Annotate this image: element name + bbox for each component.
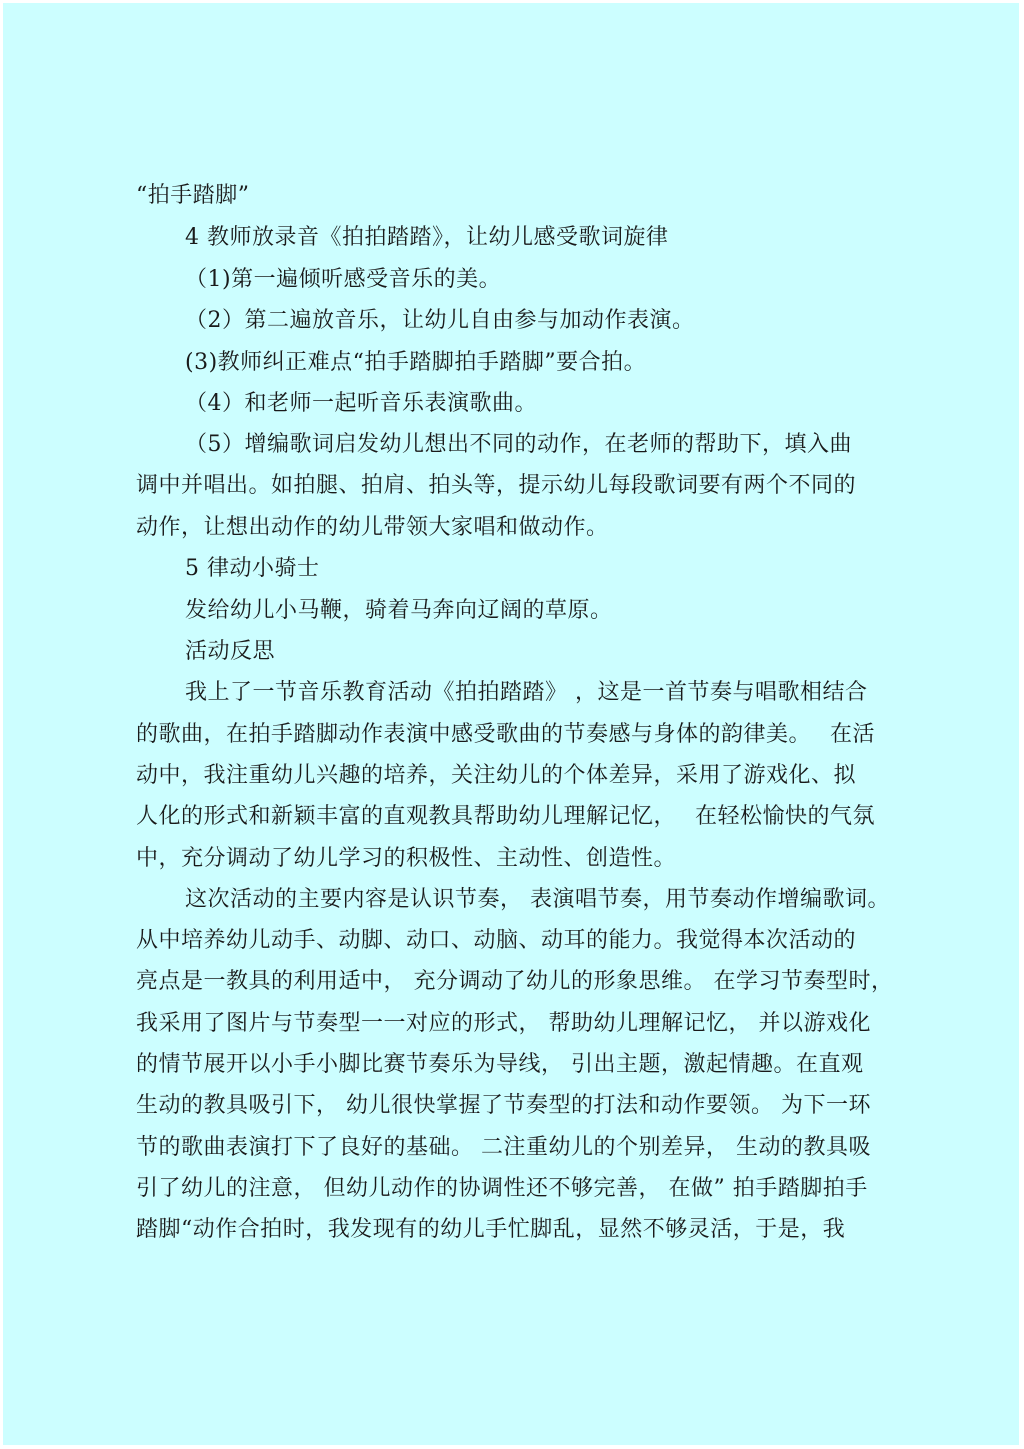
document-page <box>3 3 1019 1445</box>
text-line: 引了幼儿的注意， 但幼儿动作的协调性还不够完善， 在做” 拍手踏脚拍手 <box>136 1176 868 1201</box>
text-line: 人化的形式和新颖丰富的直观教具帮助幼儿理解记忆， 在轻松愉快的气氛 <box>136 804 875 829</box>
text-line: 踏脚“动作合拍时，我发现有的幼儿手忙脚乱，显然不够灵活，于是，我 <box>136 1217 846 1242</box>
text-line: 活动反思 <box>185 639 276 664</box>
text-line: 的情节展开以小手小脚比赛节奏乐为导线， 引出主题，激起情趣。在直观 <box>136 1052 864 1077</box>
text-line: 动作，让想出动作的幼儿带领大家唱和做动作。 <box>136 515 609 540</box>
text-line: 生动的教具吸引下， 幼儿很快掌握了节奏型的打法和动作要领。 为下一环 <box>136 1093 871 1118</box>
text-line: “拍手踏脚” <box>136 183 250 208</box>
text-line: （4）和老师一起听音乐表演歌曲。 <box>185 391 537 416</box>
text-line: 从中培养幼儿动手、动脚、动口、动脑、动耳的能力。我觉得本次活动的 <box>136 928 857 953</box>
text-line: 动中，我注重幼儿兴趣的培养，关注幼儿的个体差异，采用了游戏化、拟 <box>136 763 857 788</box>
text-line: （1)第一遍倾听感受音乐的美。 <box>185 267 502 292</box>
text-line: 我上了一节音乐教育活动《拍拍踏踏》 ，这是一首节奏与唱歌相结合 <box>185 680 868 705</box>
text-line: （2）第二遍放音乐，让幼儿自由参与加动作表演。 <box>185 308 695 333</box>
text-line: 4 教师放录音《拍拍踏踏》，让幼儿感受歌词旋律 <box>185 225 669 250</box>
text-line: 调中并唱出。如拍腿、拍肩、拍头等，提示幼儿每段歌词要有两个不同的 <box>136 473 857 498</box>
text-line: 5 律动小骑士 <box>185 556 320 581</box>
text-line: 中，充分调动了幼儿学习的积极性、主动性、创造性。 <box>136 846 677 871</box>
text-line: (3)教师纠正难点“拍手踏脚拍手踏脚”要合拍。 <box>185 350 647 375</box>
text-line: 这次活动的主要内容是认识节奏， 表演唱节奏，用节奏动作增编歌词。 <box>185 887 890 912</box>
text-line: 节的歌曲表演打下了良好的基础。 二注重幼儿的个别差异， 生动的教具吸 <box>136 1135 871 1160</box>
text-line: 我采用了图片与节奏型一一对应的形式， 帮助幼儿理解记忆， 并以游戏化 <box>136 1011 871 1036</box>
text-line: 亮点是一教具的利用适中， 充分调动了幼儿的形象思维。 在学习节奏型时， <box>136 969 894 994</box>
text-line: 的歌曲，在拍手踏脚动作表演中感受歌曲的节奏感与身体的韵律美。 在活 <box>136 722 875 747</box>
text-line: （5）增编歌词启发幼儿想出不同的动作，在老师的帮助下，填入曲 <box>185 432 852 457</box>
text-line: 发给幼儿小马鞭，骑着马奔向辽阔的草原。 <box>185 598 613 623</box>
